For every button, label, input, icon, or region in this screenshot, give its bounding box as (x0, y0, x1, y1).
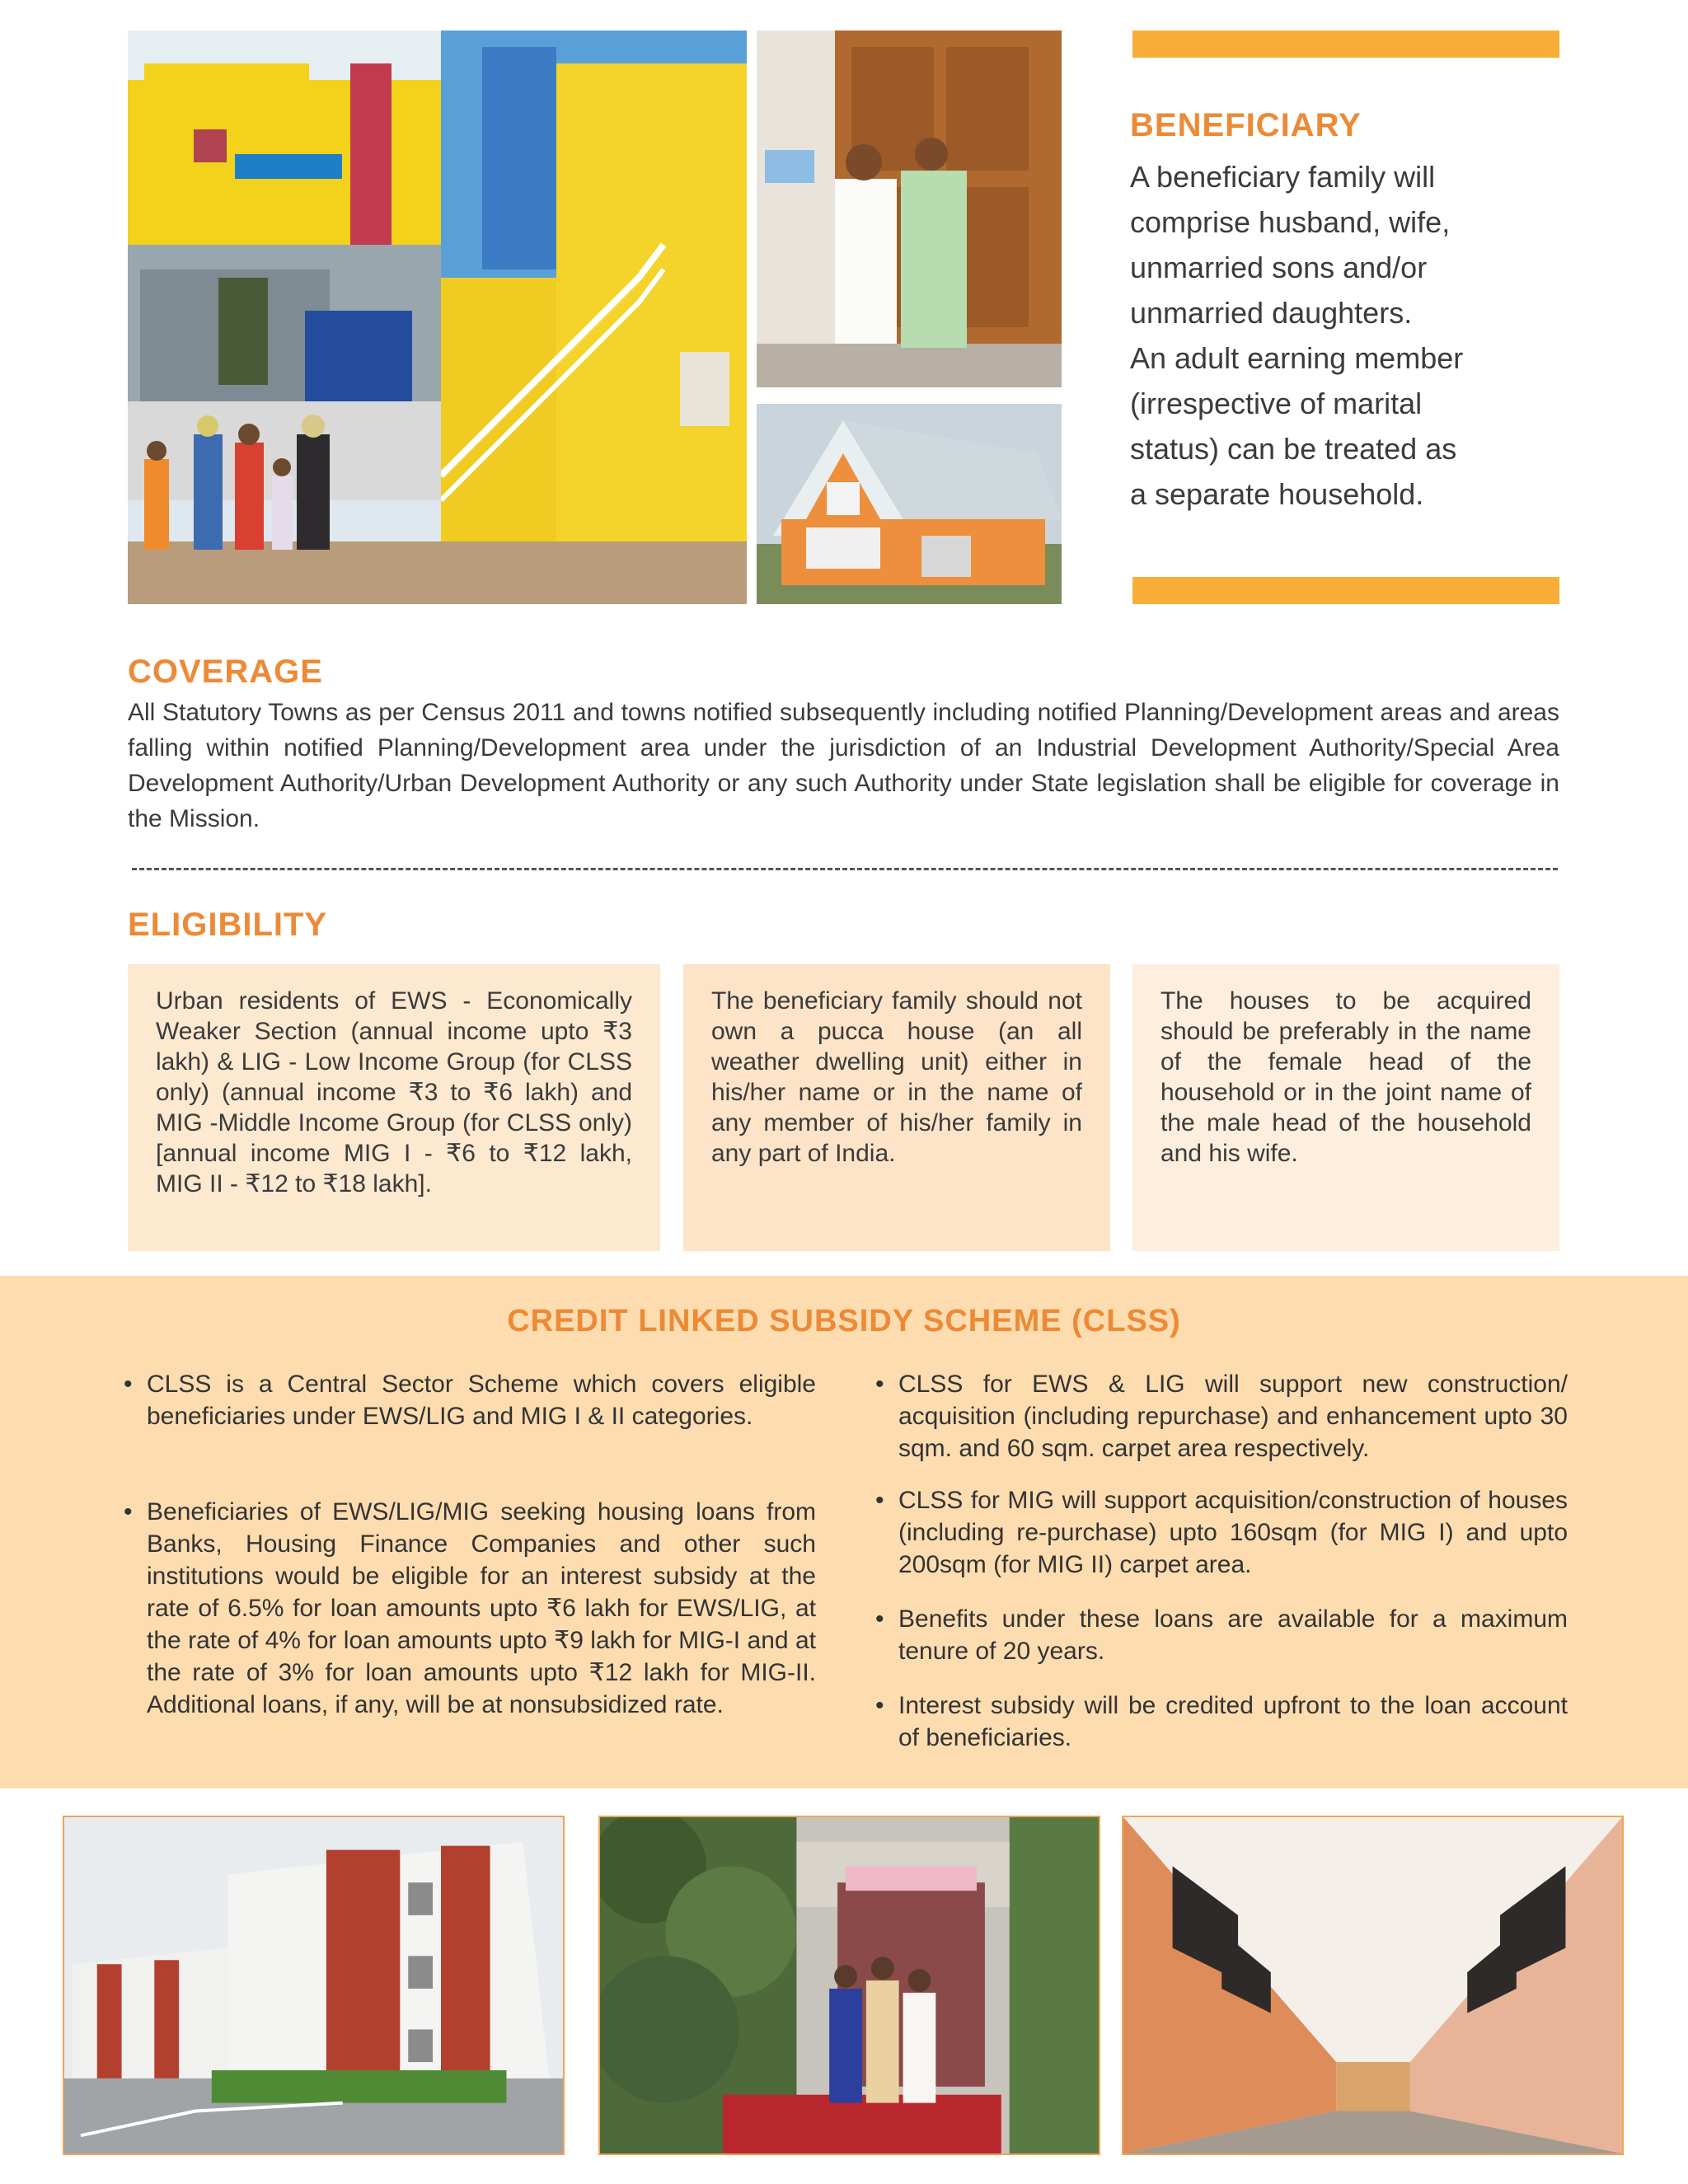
beneficiary-line: (irrespective of marital (1130, 387, 1423, 420)
eligibility-box-pucca-house (683, 964, 1110, 1251)
bullet-dot: • (124, 1371, 133, 1398)
beneficiary-line: status) can be treated as (1130, 432, 1457, 466)
eligibility-female-text: The houses to be acquired should be preferably in the name of the female head of the household or in the joint name of the male head of the household and his wife. (1160, 987, 1531, 1167)
clss-bullet (875, 1368, 1568, 1465)
bullet-dot: • (875, 1605, 884, 1633)
bullet-dot: • (875, 1692, 884, 1719)
clss-bullet (875, 1690, 1568, 1754)
photo-orange-cottage (757, 404, 1062, 604)
clss-bullet-text: CLSS for EWS & LIG will support new construction/ acquisition (including repurchase) and enhancement upto 30 sqm. and 60 sqm. carpet area respectively. (898, 1371, 1568, 1462)
beneficiary-line: A beneficiary family will (1130, 160, 1436, 194)
bullet-dot: • (875, 1487, 884, 1514)
top-accent-bar (1132, 30, 1559, 58)
clss-bullet (124, 1496, 816, 1721)
photo-apartment-block-red (63, 1816, 565, 2155)
clss-bullet (124, 1368, 816, 1432)
photo-colorful-house-family (128, 30, 747, 604)
clss-bullet (875, 1484, 1568, 1581)
bullet-dot: • (124, 1498, 133, 1526)
eligibility-box-income (128, 964, 660, 1251)
bottom-accent-bar (1132, 577, 1559, 604)
beneficiary-line: a separate household. (1130, 477, 1424, 511)
photo-housing-corridor (1122, 1816, 1624, 2155)
coverage-text: All Statutory Towns as per Census 2011 and towns notified subsequently including notified Planning/Development areas and areas falling within notified Planning/Development area under the jurisdiction of an Industrial Development Authority/Special Area Development Authority/Urban Development Authority or any such Authority under State legislation shall be eligible for coverage in the Mission. (128, 699, 1559, 832)
clss-bullet-text: Beneficiaries of EWS/LIG/MIG seeking housing loans from Banks, Housing Finance Companies and other such institutions would be eligible for an interest subsidy at the rate of 6.5% for loan amounts upto ₹6 lakh for EWS/LIG, at the rate of 4% for loan amounts upto ₹9 lakh for MIG-I and at the rate of 3% for loan amounts upto ₹12 lakh for MIG-II. Additional loans, if any, will be at nonsubsidized rate. (147, 1498, 816, 1718)
photo-couple-at-door (757, 30, 1062, 387)
beneficiary-text (1130, 154, 1559, 517)
beneficiary-line: unmarried sons and/or (1130, 251, 1428, 284)
beneficiary-line: unmarried daughters. (1130, 296, 1413, 330)
photo-family-at-gate (598, 1816, 1100, 2155)
eligibility-heading: ELIGIBILITY (128, 907, 328, 943)
clss-bullet (875, 1603, 1568, 1667)
eligibility-income-text: Urban residents of EWS - Economically Weaker Section (annual income upto ₹3 lakh) & LIG - Low Income Group (for CLSS only) (annual income ₹3 to ₹6 lakh) and MIG -Middle Income Group (for CLSS only) [annual income MIG I - ₹6 to ₹12 lakh, MIG II - ₹12 to ₹18 lakh]. (156, 987, 632, 1197)
clss-bullet-text: Interest subsidy will be credited upfront to the loan account of beneficiaries. (898, 1692, 1568, 1751)
beneficiary-line: comprise husband, wife, (1130, 205, 1451, 239)
clss-heading: CREDIT LINKED SUBSIDY SCHEME (CLSS) (507, 1304, 1181, 1338)
coverage-heading: COVERAGE (128, 654, 323, 690)
eligibility-pucca-text: The beneficiary family should not own a pucca house (an all weather dwelling unit) either in his/her name or in the name of any member of his/her family in any part of India. (711, 987, 1082, 1167)
beneficiary-line: An adult earning member (1130, 341, 1464, 375)
bullet-dot: • (875, 1371, 884, 1398)
eligibility-box-female-head (1132, 964, 1559, 1251)
clss-bullet-text: CLSS for MIG will support acquisition/construction of houses (including re-purchase) upto 160sqm (for MIG I) and upto 200sqm (for MIG II) carpet area. (898, 1487, 1568, 1578)
section-divider (132, 868, 1558, 870)
clss-bullet-text: Benefits under these loans are available for a maximum tenure of 20 years. (898, 1605, 1568, 1665)
clss-bullet-text: CLSS is a Central Sector Scheme which covers eligible beneficiaries under EWS/LIG and MIG I & II categories. (147, 1371, 816, 1430)
beneficiary-heading: BENEFICIARY (1130, 107, 1362, 143)
